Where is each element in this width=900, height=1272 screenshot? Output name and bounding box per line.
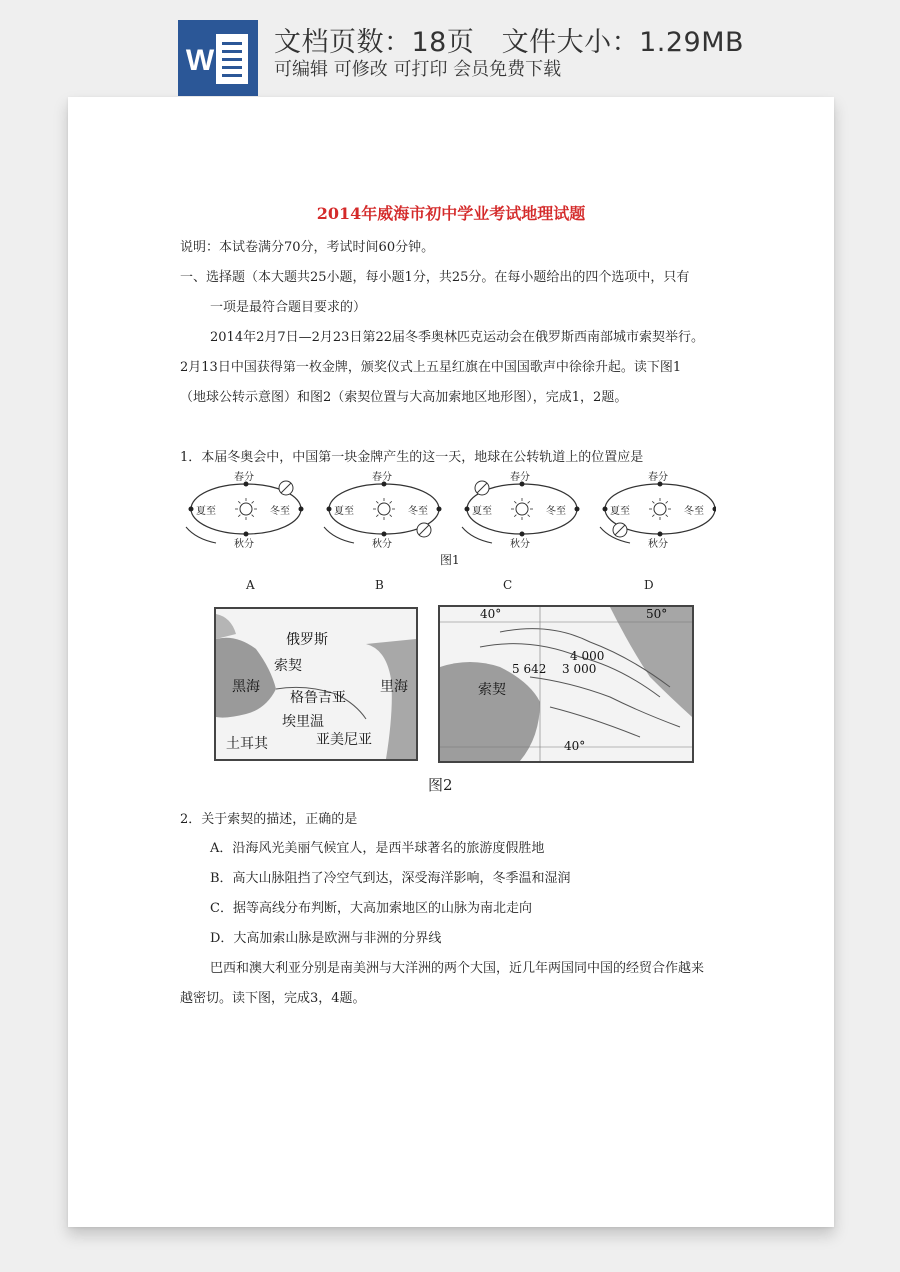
exam-note: 说明：本试卷满分70分，考试时间60分钟。 <box>180 240 435 255</box>
intro-line1: 2014年2月7日—2月23日第22届冬季奥林匹克运动会在俄罗斯西南部城市索契举行。 <box>210 330 704 345</box>
sun-ray <box>514 515 516 517</box>
label-spring-equinox: 春分 <box>648 472 668 483</box>
document-page <box>68 97 834 1227</box>
sun-icon <box>516 503 528 515</box>
label-russia: 俄罗斯 <box>286 632 328 648</box>
option-d-label: D <box>644 578 654 592</box>
label-sochi-terrain: 索契 <box>478 682 506 698</box>
label-summer-solstice: 夏至 <box>334 506 354 517</box>
passage-line2: 越密切。读下图，完成3，4题。 <box>180 991 366 1006</box>
label-spring-equinox: 春分 <box>372 472 392 483</box>
figure2-caption: 图2 <box>428 776 453 794</box>
sun-ray <box>666 501 668 503</box>
label-winter-solstice: 冬至 <box>684 506 704 517</box>
label-summer-solstice: 夏至 <box>472 506 492 517</box>
label-spring-equinox: 春分 <box>234 472 254 483</box>
question-2-option-b: B．高大山脉阻挡了冷空气到达，深受海洋影响，冬季温和湿润 <box>210 871 571 886</box>
intro-line2: 2月13日中国获得第一枚金牌，颁奖仪式上五星红旗在中国国歌声中徐徐升起。读下图1 <box>180 360 682 375</box>
label-summer-solstice: 夏至 <box>196 506 216 517</box>
question-2: 2．关于索契的描述，正确的是 <box>180 812 358 827</box>
orbit-diagram-c <box>462 470 580 550</box>
sun-ray <box>528 501 530 503</box>
orbit-position-dot <box>189 507 194 512</box>
label-turkey: 土耳其 <box>226 736 268 752</box>
label-georgia: 格鲁吉亚 <box>290 690 346 706</box>
orbit-position-dot <box>299 507 304 512</box>
sun-icon <box>654 503 666 515</box>
orbit-diagram-a <box>186 470 304 550</box>
orbit-position-dot <box>575 507 580 512</box>
label-winter-solstice: 冬至 <box>408 506 428 517</box>
sun-icon <box>240 503 252 515</box>
orbit-position-dot <box>658 532 663 537</box>
sun-ray <box>252 501 254 503</box>
passage-line1: 巴西和澳大利亚分别是南美洲与大洋洲的两个大国，近几年两国同中国的经贸合作越来 <box>210 961 705 976</box>
orbit-direction-arrow <box>462 527 492 543</box>
figure2-terrain-map <box>438 605 694 763</box>
orbit-direction-arrow <box>186 527 216 543</box>
orbit-position-dot <box>520 532 525 537</box>
intro-line3: （地球公转示意图）和图2（索契位置与大高加索地区地形图），完成1，2题。 <box>180 390 628 405</box>
label-autumn-equinox: 秋分 <box>234 539 254 550</box>
label-autumn-equinox: 秋分 <box>648 539 668 550</box>
section1-heading-line2: 一项是最符合题目要求的） <box>210 300 367 315</box>
sun-icon <box>378 503 390 515</box>
label-winter-solstice: 冬至 <box>546 506 566 517</box>
orbit-position-dot <box>465 507 470 512</box>
label-elevation-3000: 3 000 <box>562 662 597 676</box>
figure2-location-map <box>214 607 418 761</box>
orbit-position-dot <box>713 507 717 512</box>
sun-ray <box>376 515 378 517</box>
label-latitude-40-bottom: 40° <box>564 739 586 753</box>
label-armenia: 亚美尼亚 <box>316 732 372 748</box>
sun-ray <box>514 501 516 503</box>
sun-ray <box>238 501 240 503</box>
label-yerevan: 埃里温 <box>282 714 324 730</box>
section1-heading-line1: 一、选择题（本大题共25小题，每小题1分，共25分。在每小题给出的四个选项中，只有 <box>180 270 690 285</box>
sun-ray <box>390 501 392 503</box>
label-autumn-equinox: 秋分 <box>372 539 392 550</box>
label-latitude-50: 50° <box>646 607 668 621</box>
sun-ray <box>652 501 654 503</box>
label-spring-equinox: 春分 <box>510 472 530 483</box>
orbit-position-dot <box>382 532 387 537</box>
orbit-direction-arrow <box>324 527 354 543</box>
exam-title: 2014年威海市初中学业考试地理试题 <box>316 204 586 223</box>
label-summer-solstice: 夏至 <box>610 506 630 517</box>
option-c-label: C <box>503 578 513 592</box>
question-2-option-a: A．沿海风光美丽气候宜人，是西半球著名的旅游度假胜地 <box>210 841 545 856</box>
label-elevation-5642: 5 642 <box>512 662 547 676</box>
sun-ray <box>376 501 378 503</box>
orbit-position-dot <box>603 507 608 512</box>
label-autumn-equinox: 秋分 <box>510 539 530 550</box>
question-2-option-c: C．据等高线分布判断，大高加索地区的山脉为南北走向 <box>210 901 532 916</box>
orbit-diagram-b <box>324 470 442 550</box>
label-winter-solstice: 冬至 <box>270 506 290 517</box>
orbit-position-dot <box>437 507 442 512</box>
label-latitude-40-top: 40° <box>480 607 502 621</box>
word-icon-letter: W <box>185 44 215 77</box>
option-a-label: A <box>246 578 255 592</box>
question-2-option-d: D．大高加索山脉是欧洲与非洲的分界线 <box>210 931 442 946</box>
sun-ray <box>528 515 530 517</box>
download-header <box>0 0 900 100</box>
sun-ray <box>652 515 654 517</box>
feature-list: 可编辑 可修改 可打印 会员免费下载 <box>274 59 562 80</box>
word-document-icon <box>178 20 258 96</box>
orbit-diagram-d <box>600 470 716 550</box>
question-1: 1．本届冬奥会中，中国第一块金牌产生的这一天，地球在公转轨道上的位置应是 <box>180 450 644 465</box>
sun-ray <box>666 515 668 517</box>
sun-ray <box>390 515 392 517</box>
sun-ray <box>252 515 254 517</box>
figure1-orbit-diagrams <box>176 467 716 557</box>
sun-ray <box>238 515 240 517</box>
orbit-position-dot <box>244 532 249 537</box>
document-info: 文档页数：18页 文件大小：1.29MB <box>274 27 745 58</box>
figure1-caption: 图1 <box>440 553 460 567</box>
option-b-label: B <box>375 578 384 592</box>
label-caspian-sea: 里海 <box>380 679 408 695</box>
orbit-position-dot <box>327 507 332 512</box>
label-elevation-4000: 4 000 <box>570 649 605 663</box>
label-sochi: 索契 <box>274 658 302 674</box>
label-black-sea: 黑海 <box>232 679 260 695</box>
